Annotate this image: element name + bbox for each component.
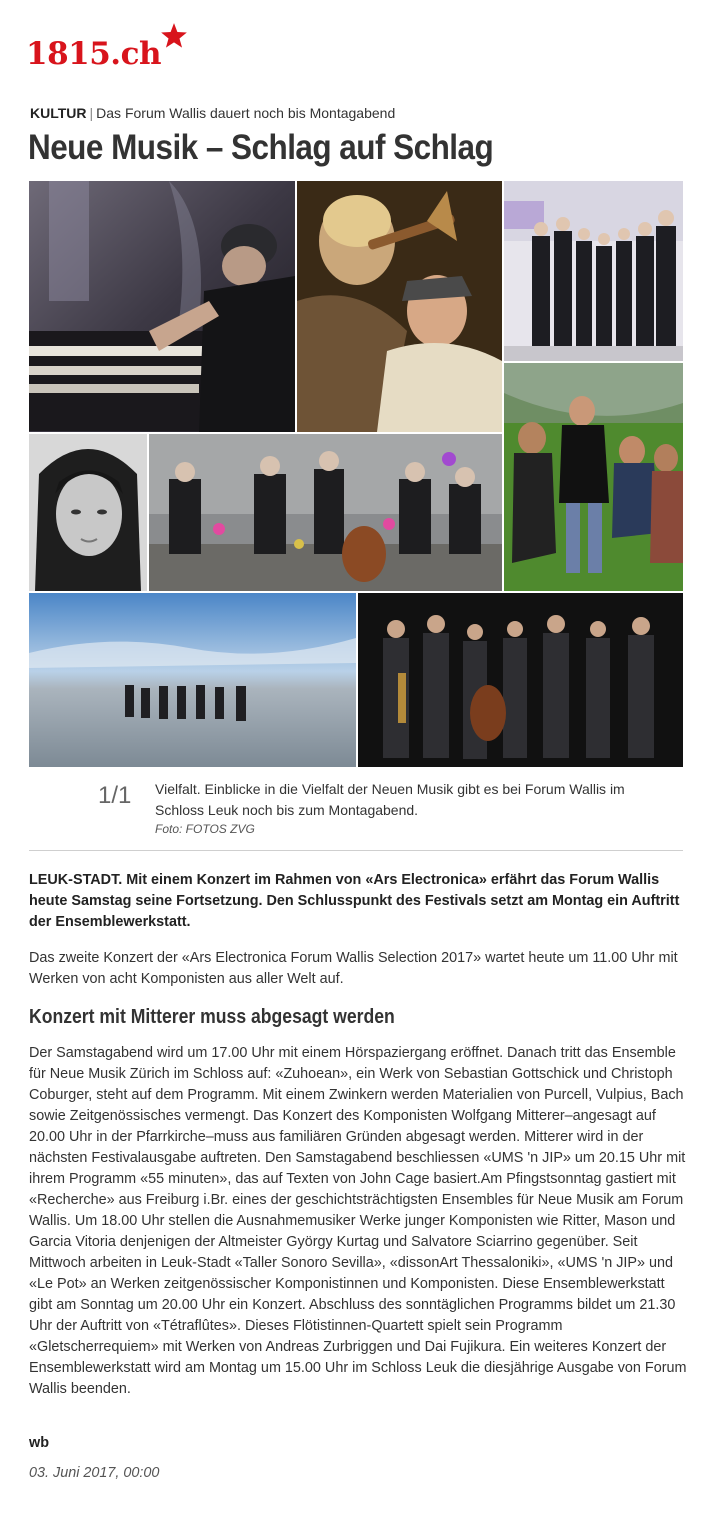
article-author: wb <box>29 1435 49 1451</box>
kicker-separator: | <box>89 105 94 121</box>
photo-women-grass <box>504 363 683 591</box>
star-icon <box>160 22 188 50</box>
photo-musicians-black <box>358 593 683 767</box>
article-date: 03. Juni 2017, 00:00 <box>29 1465 160 1481</box>
article-paragraph-2: Der Samstagabend wird um 17.00 Uhr mit einem Hörspaziergang eröffnet. Danach tritt das Ensemble für Neue Musik Zürich im Schloss auf: «Zuhoean», ein Werk von Sebastian Gottschick und Christoph Coburger, steht auf dem Programm. Mit einem Zwinkern werden Materialien von Purcell, Vulpius, Bach sowie Zeitgenössisches vermengt. Das Konzert des Komponisten Wolfgang Mitterer–angesagt auf 20.00 Uhr in der Pfarrkirche–muss aus familiären Gründen abgesagt werden. Mitterer wird in der nächsten Festivalausgabe auftreten. Den Samstagabend beschliessen «UMS 'n JIP» um 20.15 Uhr mit ihrem Programm «55 minuten», das auf Texten von John Cage basiert.Am Pfingstsonntag gastiert mit «Recherche» aus Freiburg i.Br. eines der geschichtsträchtigsten Ensembles für Neue Musik am Forum Wallis. Um 18.00 Uhr stellen die Ausnahmemusiker Werke junger Komponisten wie Ritter, Mason und Garcia Vitoria denjenigen der Altmeister György Kurtag und Salvatore Sciarrino gegenüber. Seit Mittwoch arbeiten in Leuk-Stadt «Taller Sonoro Sevilla», «dissonArt Thessaloniki», «UMS 'n JIP» und «Le Pot» an Werken zeitgenössischer Komponistinnen und Komponisten. Diese Ensemblewerkstatt gibt am Sonntag um 20.00 Uhr ein Konzert. Abschluss des sonntäglichen Programms bildet um 21.30 Uhr der Auftritt von «Tétraflûtes». Dieses Flötistinnen-Quartett spielt sein Programm «Gletscherrequiem» mit Werken von Andreas Zurbriggen und Dai Fujikura. Ein weiteres Konzert der Ensemblewerkstatt wird am Montag um 15.00 Uhr im Schloss Leuk die diesjährige Ausgabe von Forum Wallis beenden. <box>29 1045 687 1397</box>
gallery-counter: 1/1 <box>98 782 132 809</box>
photo-portrait <box>29 434 147 591</box>
article-subheading: Konzert mit Mitterer muss abgesagt werden <box>29 1006 395 1028</box>
article-title: Neue Musik – Schlag auf Schlag <box>28 128 494 167</box>
article-lead: LEUK-STADT. Mit einem Konzert im Rahmen von «Ars Electronica» erfährt das Forum Wallis heute Samstag seine Fortsetzung. Den Schlusspunkt des Festivals setzt am Montag ein Auftritt der Ensemblewerkstatt. <box>29 872 680 930</box>
article-paragraph-1: Das zweite Konzert der «Ars Electronica Forum Wallis Selection 2017» wartet heute um 11.00 Uhr mit Werken von acht Komponisten aus aller Welt auf. <box>29 950 678 987</box>
kicker-text: Das Forum Wallis dauert noch bis Montagabend <box>96 105 396 121</box>
photo-group-standing <box>504 181 683 361</box>
photo-organist <box>29 181 295 432</box>
photo-credit: Foto: FOTOS ZVG <box>155 822 255 836</box>
caption-divider <box>29 850 683 851</box>
photo-caption: Vielfalt. Einblicke in die Vielfalt der Neuen Musik gibt es bei Forum Wallis im Schloss Leuk noch bis zum Montagabend. <box>155 781 625 818</box>
photo-ensemble-instruments <box>149 434 502 591</box>
article-kicker <box>30 105 395 121</box>
photo-collage[interactable] <box>29 181 683 767</box>
logo-text: 1815.ch <box>26 36 161 72</box>
photo-flute-performers <box>297 181 502 432</box>
kicker-section[interactable]: KULTUR <box>30 105 87 121</box>
photo-beach-group <box>29 593 356 767</box>
